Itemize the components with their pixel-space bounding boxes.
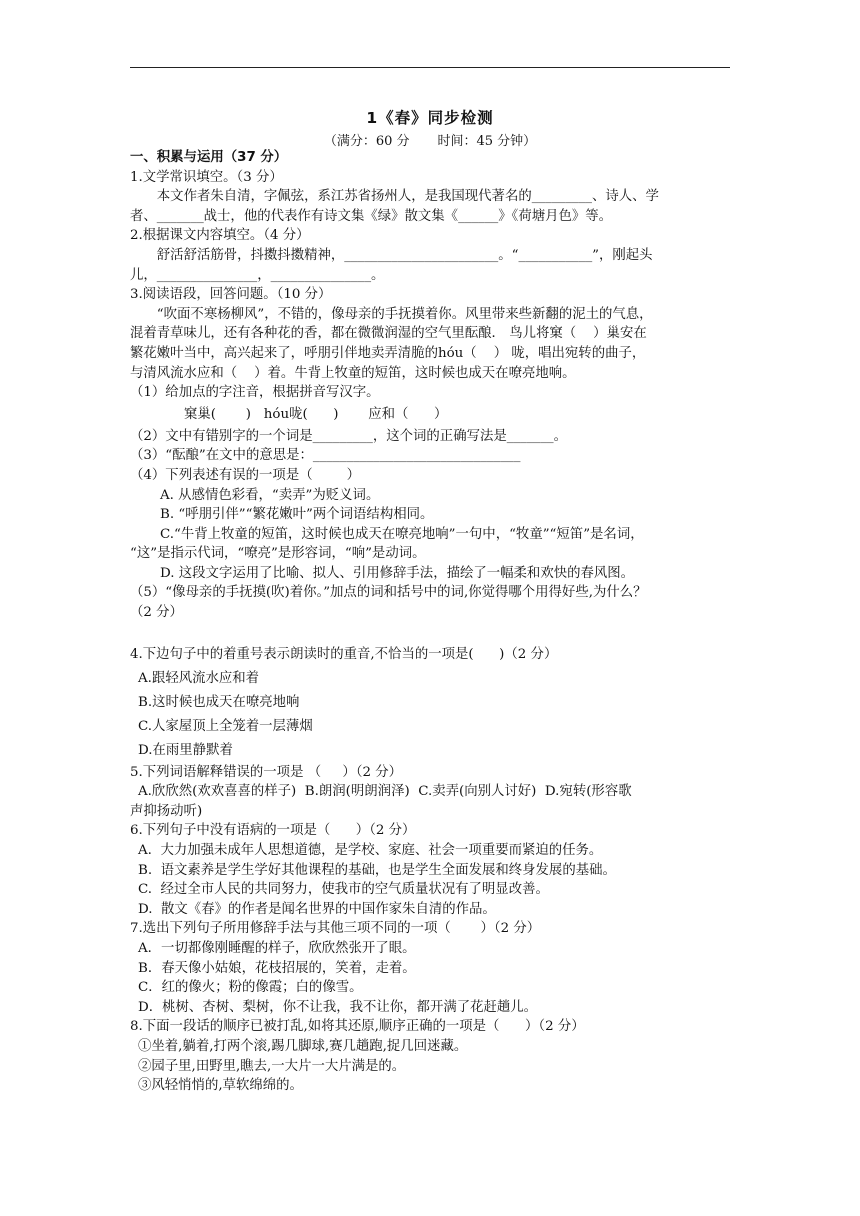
question-heading: 2.根据课文内容填空。（4 分）: [130, 228, 310, 244]
question-heading: 7.选出下列句子所用修辞手法与其他三项不同的一项（ ）（2 分）: [130, 921, 541, 937]
list-item: ②园子里,田野里,瞧去,一大片一大片满是的。: [138, 1058, 406, 1074]
exam-meta: [130, 130, 730, 149]
question-heading: 5.下列词语解释错误的一项是 （ ）（2 分）: [130, 764, 403, 780]
question-text: 本文作者朱自清，字佩弦，系江苏省扬州人，是我国现代著名的_________、诗人、学: [156, 189, 659, 205]
pinyin-blanks: 窠巢( ) hóu咙( ) 应和（ ）: [184, 406, 448, 422]
passage-line: 与清风流水应和（ ）着。牛背上牧童的短笛，这时候也成天在嘹亮地响。: [130, 365, 576, 381]
sub-question: （1）给加点的字注音，根据拼音写汉字。: [130, 385, 380, 401]
question-heading: 3.阅读语段，回答问题。（10 分）: [130, 287, 332, 303]
exam-content: [130, 148, 730, 1096]
option: C. 经过全市人民的共同努力，使我市的空气质量状况有了明显改善。: [138, 882, 549, 898]
list-item: ①坐着,躺着,打两个滚,踢几脚球,赛几趟跑,捉几回迷藏。: [138, 1038, 468, 1054]
sub-question: （2）文中有错别字的一个词是_________，这个词的正确写法是_______。: [130, 428, 568, 444]
passage-line: “吹面不寒杨柳风”，不错的，像母亲的手抚摸着你。风里带来些新翻的泥土的气息，: [156, 306, 653, 322]
option: B.这时候也成天在嘹亮地响: [138, 694, 300, 710]
option: A. 大力加强未成年人思想道德，是学校、家庭、社会一项重要而紧迫的任务。: [138, 843, 603, 859]
option: D. 这段文字运用了比喻、拟人、引用修辞手法，描绘了一幅柔和欢快的春风图。: [160, 565, 635, 581]
option: B. 语文素养是学生学好其他课程的基础，也是学生全面发展和终身发展的基础。: [138, 862, 616, 878]
time-limit: 时间：45 分钟）: [437, 134, 537, 149]
passage-line: 繁花嫩叶当中，高兴起来了，呼朋引伴地卖弄清脆的hóu（ ） 咙，唱出宛转的曲子，: [130, 345, 646, 361]
question-text: 者、_______战士，他的代表作有诗文集《绿》散文集《______》《荷塘月色》等。: [130, 208, 613, 224]
passage-line: 混着青草味儿，还有各种花的香，都在微微润湿的空气里酝酿． 鸟儿将窠（ ）巢安在: [130, 326, 647, 342]
full-score: （满分：60 分: [323, 134, 410, 149]
option: A.跟轻风流水应和着: [138, 670, 260, 686]
option: A.欣欣然(欢欢喜喜的样子) B.朗润(明朗润泽) C.卖弄(向别人讨好) D.宛转(形容歌: [138, 784, 632, 800]
section-heading: 一、积累与运用（37 分）: [130, 150, 288, 165]
question-text: 舒活舒活筋骨，抖擞抖擞精神，_______________________。“___________”，刚起头: [156, 247, 653, 263]
question-heading: 8.下面一段话的顺序已被打乱,如将其还原,顺序正确的一项是（ ）（2 分）: [130, 1019, 585, 1035]
sub-question: （2 分）: [130, 605, 183, 621]
option: B. “呼朋引伴”“繁花嫩叶”两个词语结构相同。: [160, 507, 434, 523]
option: A. 从感情色彩看，“卖弄”为贬义词。: [160, 487, 380, 503]
option: D. 散文《春》的作者是闻名世界的中国作家朱自清的作品。: [138, 901, 496, 917]
sub-question: （3）“酝酿”在文中的意思是：_______________________________: [130, 448, 521, 464]
question-heading: 6.下列句子中没有语病的一项是（ ）（2 分）: [130, 823, 416, 839]
sub-question: （5）“像母亲的手抚摸(吹)着你。”加点的词和括号中的词,你觉得哪个用得好些,为什么？: [130, 585, 647, 601]
sub-question: （4）下列表述有误的一项是（ ）: [130, 467, 361, 483]
question-heading: 1.文学常识填空。（3 分）: [130, 169, 283, 185]
option: C．红的像火；粉的像霞；白的像雪。: [138, 980, 363, 996]
question-text: 儿，_______________，_______________。: [130, 267, 385, 283]
page-title: 1《春》同步检测: [366, 109, 494, 127]
option: 声抑扬动听): [130, 803, 203, 819]
option: D.在雨里静默着: [138, 742, 233, 758]
option: A．一切都像刚睡醒的样子，欣欣然张开了眼。: [138, 941, 416, 956]
option: C.“牛背上牧童的短笛，这时候也成天在嘹亮地响”一句中，“牧童”“短笛”是名词，: [160, 526, 644, 542]
list-item: ③风轻悄悄的,草软绵绵的。: [138, 1078, 303, 1094]
option: B．春天像小姑娘，花枝招展的，笑着，走着。: [138, 960, 416, 976]
option: “这”是指示代词，“嘹亮”是形容词，“响”是动词。: [130, 546, 426, 562]
header-rule: [130, 67, 730, 68]
question-heading: 4.下边句子中的着重号表示朗读时的重音,不恰当的一项是( )（2 分）: [130, 646, 558, 662]
option: D．桃树、杏树、梨树，你不让我，我不让你，都开满了花赶趟儿。: [138, 999, 538, 1015]
option: C.人家屋顶上全笼着一层薄烟: [138, 718, 313, 734]
